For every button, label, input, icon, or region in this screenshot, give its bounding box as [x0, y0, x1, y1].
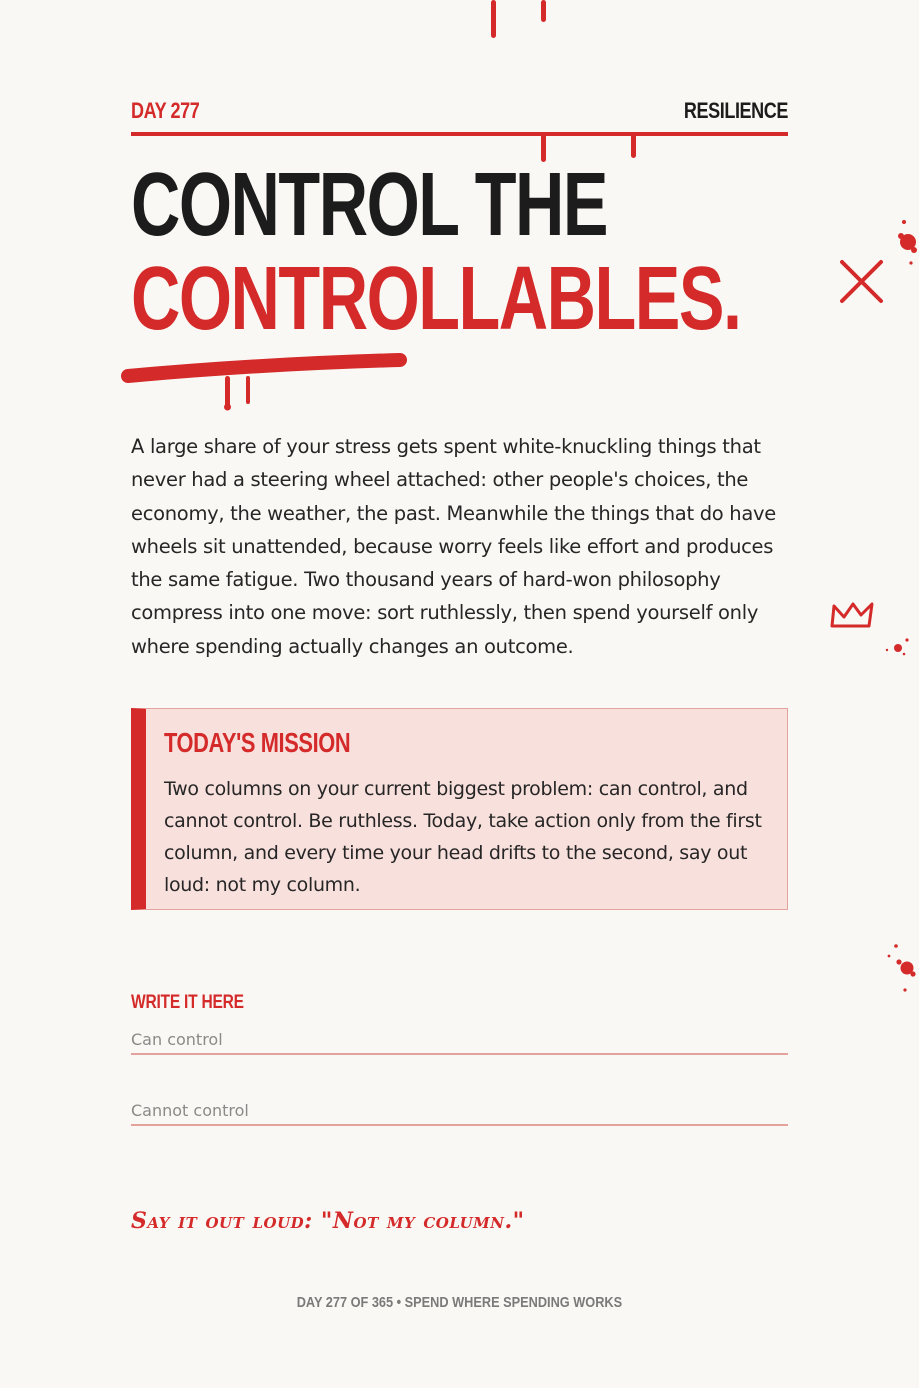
body-paragraph: A large share of your stress gets spent white-knuckling things that never had a steering wheel attached: other people's choices, the economy, the weather, the past. Meanwhile the things that do have wheels sit unattended, because worry feels like effort and produces the same fatigue. Two thousand years of hard-won philosophy compress into one move: sort ruthlessly, then spend yourself only where spending actually changes an outcome. — [131, 435, 776, 658]
title-line-2: CONTROLLABLES. — [131, 249, 741, 349]
write-label: WRITE IT HERE — [131, 992, 244, 1013]
page-footer — [0, 1294, 919, 1311]
cannot-control-field[interactable] — [131, 1096, 788, 1126]
mission-box — [131, 708, 788, 910]
header-divider — [131, 132, 788, 136]
mission-title: TODAY'S MISSION — [164, 727, 351, 758]
mission-text: Two columns on your current biggest problem: can control, and cannot control. Be ruthless. Today, take action only from the first column, and every time your head drifts to the second, say out loud: not my column. — [164, 778, 762, 896]
say-it-out-loud-callout: Say it out loud: "Not my column." — [131, 1208, 525, 1234]
brush-underline-icon — [128, 360, 400, 411]
day-label: DAY 277 — [131, 98, 200, 123]
paint-drip-icon — [491, 0, 546, 38]
title-line-1: CONTROL THE — [131, 155, 608, 255]
crown-icon — [832, 604, 872, 626]
x-mark-icon — [842, 262, 881, 301]
splatter-icon-lower — [888, 944, 916, 991]
page-header — [131, 96, 788, 128]
splatter-icon-small — [886, 638, 909, 655]
footer-text: DAY 277 OF 365 • SPEND WHERE SPENDING WORKS — [296, 1294, 623, 1311]
can-control-field[interactable] — [131, 1025, 788, 1055]
category-label: RESILIENCE — [683, 98, 788, 123]
page-title — [131, 155, 741, 349]
splatter-icon — [898, 220, 917, 265]
